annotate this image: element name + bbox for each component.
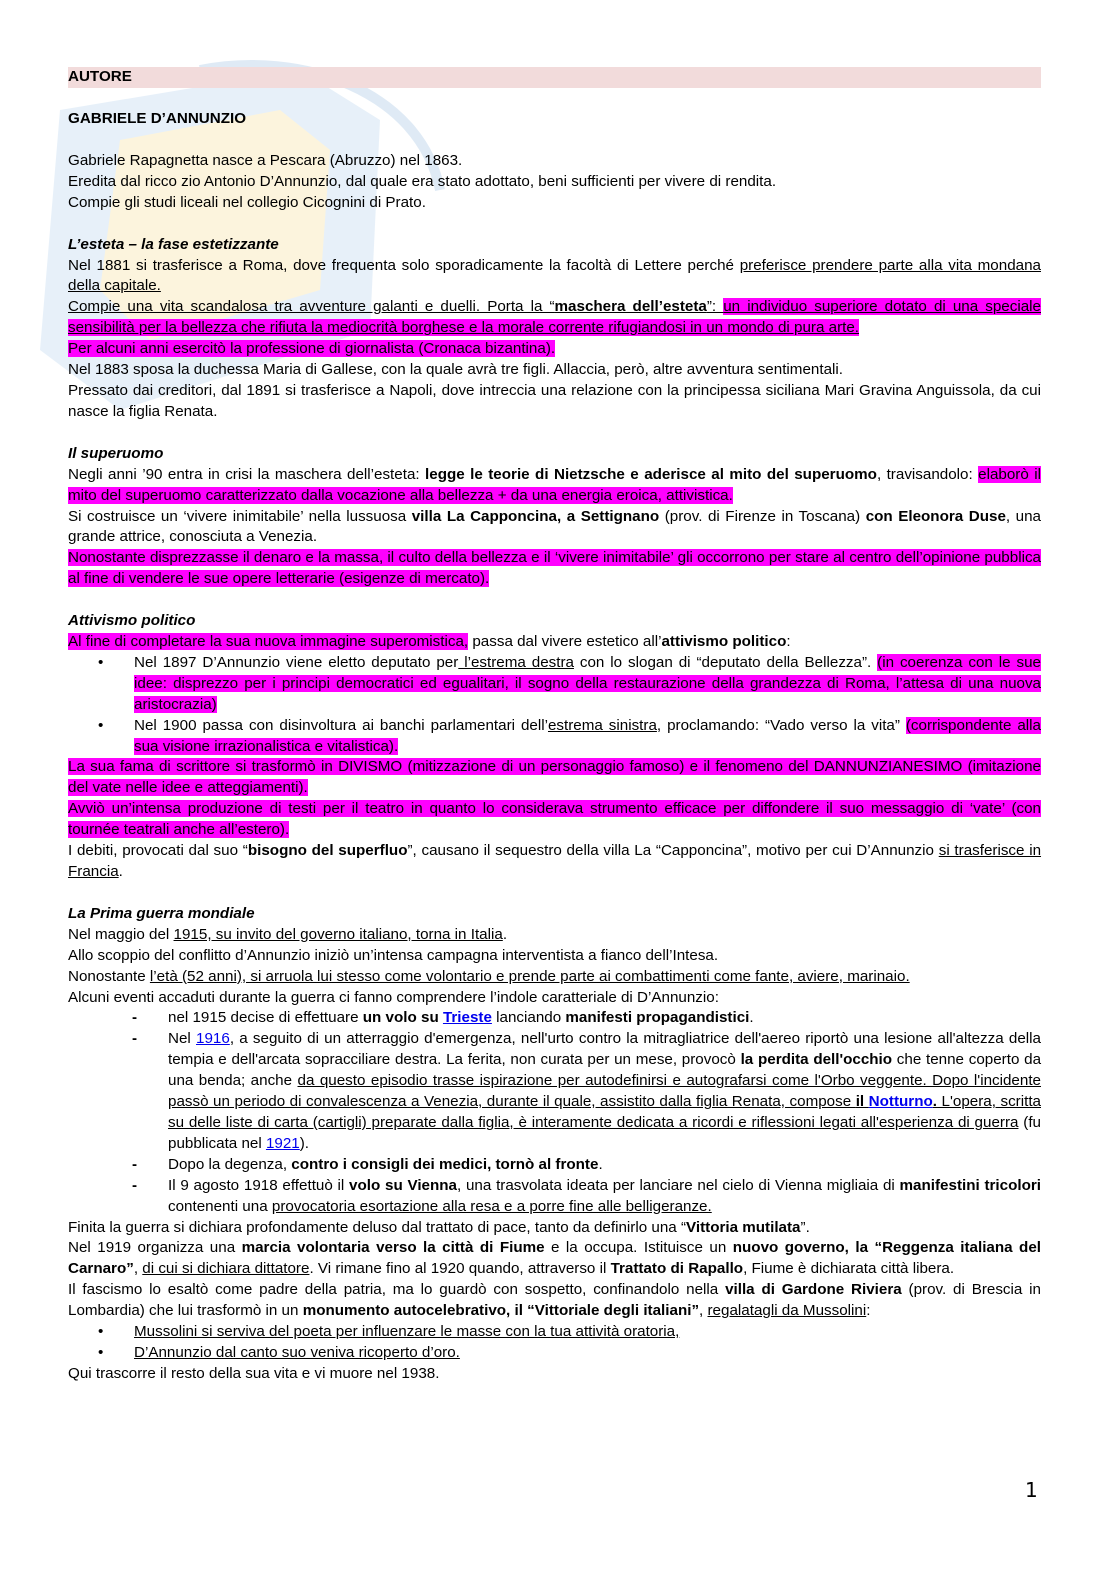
list-item: - Il 9 agosto 1918 effettuò il volo su Vienna, una trasvolata ideata per lanciare nel cielo di Vienna migliaia di manifestini tricolori contenenti una provocatoria esortazione alla resa e a porre fine alle belligeranze.: [132, 1176, 1042, 1215]
paragraph: La sua fama di scrittore si trasformò in DIVISMO (mitizzazione di un personaggio famoso) e il fenomeno del DANNUNZIANESIMO (imitazione del vate nelle idee e atteggiamenti).: [68, 758, 1041, 797]
intro-line: Compie gli studi liceali nel collegio Cicognini di Prato.: [68, 193, 426, 211]
intro-line: Eredita dal ricco zio Antonio D’Annunzio, dal quale era stato adottato, beni sufficienti per vivere di rendita.: [68, 172, 777, 190]
link-1921[interactable]: 1921: [265, 1134, 300, 1152]
paragraph: Avviò un’intensa produzione di testi per il teatro in quanto lo considerava strumento efficace per diffondere il suo messaggio di ‘vate’ (con tournée teatrali anche all’estero).: [68, 800, 1041, 839]
paragraph: Nel 1919 organizza una marcia volontaria verso la città di Fiume e la occupa. Istituisce un nuovo governo, la “Reggenza italiana del Carnaro”, di cui si dichiara dittatore. Vi rimane fino al 1920 quando, attraverso il Trattato di Rapallo, Fiume è dichiarata città libera.: [68, 1239, 1041, 1278]
bullet-marker: •: [98, 653, 104, 671]
paragraph: Si costruisce un ‘vivere inimitabile’ nella lussuosa villa La Capponcina, a Settignano (prov. di Firenze in Toscana) con Eleonora Duse, una grande attrice, conosciuta a Venezia.: [68, 507, 1041, 546]
bullet-marker: •: [98, 716, 104, 734]
section-title-attivismo: Attivismo politico: [68, 612, 196, 630]
section-header-bar: AUTORE: [68, 67, 1041, 88]
paragraph: Qui trascorre il resto della sua vita e vi muore nel 1938.: [68, 1364, 440, 1382]
bullet-list: [68, 1322, 1041, 1364]
paragraph: Nel 1881 si trasferisce a Roma, dove frequenta solo sporadicamente la facoltà di Lettere perché preferisce prendere parte alla vita mondana della capitale.: [68, 256, 1041, 295]
dash-list: [68, 1008, 1041, 1217]
paragraph: Alcuni eventi accaduti durante la guerra ci fanno comprendere l’indole caratteriale di D’Annunzio:: [68, 988, 719, 1006]
paragraph: Al fine di completare la sua nuova immagine superomistica, passa dal vivere estetico all’attivismo politico:: [68, 633, 791, 651]
paragraph: Nel maggio del 1915, su invito del governo italiano, torna in Italia.: [68, 925, 508, 943]
dash-marker: -: [132, 1176, 138, 1194]
section-title-guerra: La Prima guerra mondiale: [68, 904, 255, 922]
paragraph: Nel 1883 sposa la duchessa Maria di Gallese, con la quale avrà tre figli. Allaccia, però, altre avventura sentimentali.: [68, 361, 843, 379]
paragraph: Compie una vita scandalosa tra avventure galanti e duelli. Porta la “maschera dell’esteta”: un individuo superiore dotato di una speciale sensibilità per la bellezza che rifiuta la mediocrità borghese e la morale corrente rifugiandosi in un mondo di pura arte.: [68, 298, 1041, 337]
list-item: - Dopo la degenza, contro i consigli dei medici, tornò al fronte.: [68, 1155, 1041, 1176]
list-item: • D’Annunzio dal canto suo veniva ricoperto d’oro.: [68, 1343, 1041, 1364]
bullet-list: [68, 653, 1041, 758]
page-number: 1: [1025, 1478, 1038, 1502]
dash-marker: -: [132, 1030, 138, 1048]
paragraph: Il fascismo lo esaltò come padre della patria, ma lo guardò con sospetto, confinandolo nella villa di Gardone Riviera (prov. di Brescia in Lombardia) che lui trasformò in un monumento autocelebrativo, il “Vittoriale degli italiani”, regalatagli da Mussolini:: [68, 1281, 1041, 1320]
paragraph: Finita la guerra si dichiara profondamente deluso dal trattato di pace, tanto da definirlo una “Vittoria mutilata”.: [68, 1218, 810, 1236]
dash-marker: -: [132, 1009, 138, 1027]
document-body: [68, 67, 1041, 1385]
list-item: • Mussolini si serviva del poeta per influenzare le masse con la tua attività oratoria,: [68, 1322, 1041, 1343]
paragraph: Per alcuni anni esercitò la professione di giornalista (Cronaca bizantina).: [68, 340, 556, 358]
section-title-superuomo: Il superuomo: [68, 444, 164, 462]
bullet-marker: •: [98, 1343, 104, 1361]
paragraph: Nonostante disprezzasse il denaro e la massa, il culto della bellezza e il ‘vivere inimitabile’ gli occorrono per stare al centro dell’opinione pubblica al fine di vendere le sue opere letterarie (esigenze di mercato).: [68, 549, 1041, 588]
list-item: - nel 1915 decise di effettuare un volo su Trieste lanciando manifesti propagandistici.: [68, 1008, 1041, 1029]
link-notturno[interactable]: Notturno: [868, 1093, 933, 1111]
link-trieste[interactable]: Trieste: [442, 1009, 492, 1027]
list-item: • Nel 1900 passa con disinvoltura ai banchi parlamentari dell’estrema sinistra, proclamando: “Vado verso la vita” (corrispondente alla sua visione irrazionalistica e vitalistica).: [98, 716, 1041, 755]
document-title: GABRIELE D’ANNUNZIO: [68, 110, 247, 127]
list-item: • Nel 1897 D’Annunzio viene eletto deputato per l’estrema destra con lo slogan di “deputato della Bellezza”. (in coerenza con le sue idee: disprezzo per i principi democratici ed egualitari, il sogno della restaurazione della grandezza di Roma, l’attesa di una nuova aristocrazia): [98, 653, 1041, 713]
paragraph: I debiti, provocati dal suo “bisogno del superfluo”, causano il sequestro della villa La “Capponcina”, motivo per cui D’Annunzio si trasferisce in Francia.: [68, 842, 1042, 880]
list-item: - Nel 1916, a seguito di un atterraggio d'emergenza, nell'urto contro la mitragliatrice dell'aereo riportò una lesione all'altezza della tempia e dell'arcata sopracciliare destra. La ferita, non curata per un mese, provocò la perdita dell'occhio che tenne coperto da una benda; anche da questo episodio trasse ispirazione per autodefinirsi e autografarsi come l'Orbo veggente. Dopo l'incidente passò un periodo di convalescenza a Venezia, durante il quale, assistito dalla figlia Renata, compose il Notturno. L'opera, scritta su delle liste di carta (cartigli) preparate dalla figlia, è interamente dedicata a ricordi e riflessioni legati all'esperienza di guerra (fu pubblicata nel 1921).: [132, 1030, 1042, 1152]
section-title-esteta: L’esteta – la fase estetizzante: [68, 235, 279, 253]
intro-line: Gabriele Rapagnetta nasce a Pescara (Abruzzo) nel 1863.: [68, 151, 463, 169]
bullet-marker: •: [98, 1323, 104, 1341]
paragraph: Nonostante l’età (52 anni), si arruola lui stesso come volontario e prende parte ai combattimenti come fante, aviere, marinaio.: [68, 967, 910, 985]
paragraph: Pressato dai creditori, dal 1891 si trasferisce a Napoli, dove intreccia una relazione con la principessa siciliana Mari Gravina Anguissola, da cui nasce la figlia Renata.: [68, 381, 1041, 420]
link-1916[interactable]: 1916: [196, 1030, 230, 1048]
paragraph: Allo scoppio del conflitto d’Annunzio iniziò un’intensa campagna interventista a fianco dell’Intesa.: [68, 946, 719, 964]
dash-marker: -: [132, 1155, 138, 1173]
paragraph: Negli anni ’90 entra in crisi la maschera dell’esteta: legge le teorie di Nietzsche e aderisce al mito del superuomo, travisandolo: elaborò il mito del superuomo caratterizzato dalla vocazione alla bellezza + da una energia eroica, attivistica.: [68, 465, 1041, 504]
